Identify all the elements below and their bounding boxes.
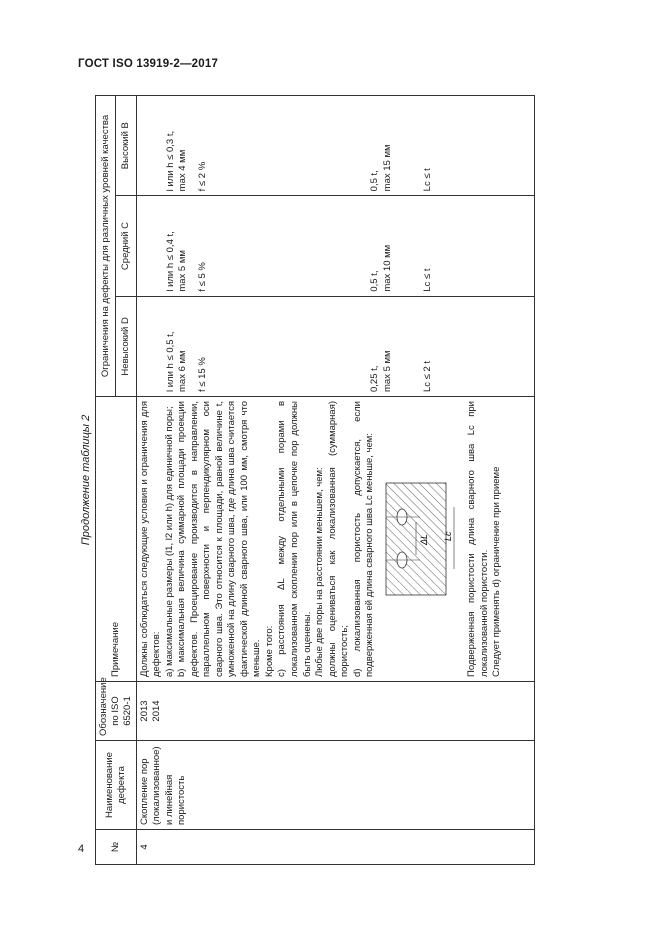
header-level-c: Средний C xyxy=(116,196,136,296)
document-header: ГОСТ ISO 13919-2—2017 xyxy=(78,58,219,70)
row-defect-name: Скопление пор (локализованное) и линейная пористость xyxy=(136,741,534,830)
limit-value: l или h ≤ 0,4 t, xyxy=(164,231,176,292)
note-paragraph: Должны соблюдаться следующие условия и ограничения для дефектов: xyxy=(138,401,163,677)
row-note xyxy=(136,397,534,682)
rotated-table-container xyxy=(95,95,605,865)
lc-label: Lc xyxy=(442,531,453,541)
limit-value: l или h ≤ 0,3 t, xyxy=(164,130,176,192)
limit-value: max 5 мм xyxy=(177,250,189,292)
limit-value: l или h ≤ 0,5 t, xyxy=(164,331,176,392)
header-defect-name: Наименование дефекта xyxy=(96,741,137,830)
limits-level-c xyxy=(136,196,534,296)
header-level-d: Невысокий D xyxy=(116,296,136,396)
porosity-diagram xyxy=(380,401,465,665)
limit-value: 0,5 t, xyxy=(369,170,381,192)
limit-value: f ≤ 15 % xyxy=(196,357,208,392)
limits-level-b xyxy=(136,96,534,196)
limits-level-d xyxy=(136,296,534,396)
limit-value: 0,5 t, xyxy=(369,270,381,292)
row-iso-codes xyxy=(136,682,534,741)
limit-value: f ≤ 2 % xyxy=(196,161,208,192)
note-paragraph: а) максимальные размеры (l1, l2 или h) для единичной поры; xyxy=(163,406,175,677)
limit-value: Lc ≤ t xyxy=(422,268,434,292)
note-paragraph: Кроме того: xyxy=(263,625,275,677)
iso-code: 2013 xyxy=(138,700,150,722)
defects-table xyxy=(95,95,535,865)
iso-code: 2014 xyxy=(151,700,163,722)
note-paragraph: должны оцениваться как локализованная (суммарная) пористость; xyxy=(326,401,351,677)
limit-value: 0,25 t, xyxy=(369,365,381,392)
header-level-b: Высокий B xyxy=(116,96,136,196)
limit-value: max 10 мм xyxy=(381,244,393,292)
continuation-text: Продолжение таблицы 2 xyxy=(80,414,92,546)
note-paragraph: b) максимальная величина суммарной площади проекции дефектов. Проецирование производится в направлении, параллельном поверхности и перпендикулярном оси сварного шва. Это относится к площади, равной величине t, умноженной на длину сварного шва, где длина шва считается фактической длиной сварного шва, или 100 мм, смотря что меньше. xyxy=(176,401,263,677)
delta-l-label: ΔL xyxy=(418,533,429,545)
header-number: № xyxy=(96,830,137,865)
porosity-diagram-svg xyxy=(380,475,460,665)
table-row xyxy=(136,96,534,865)
page-number: 4 xyxy=(78,843,85,855)
limit-value: max 6 мм xyxy=(177,350,189,392)
limit-value: Lc ≤ 2 t xyxy=(422,360,434,392)
note-paragraph: d) локализованная пористость допускается, если подверженная ей длина сварного шва Lc меньше, чем: xyxy=(351,401,376,677)
defects-table-rotated xyxy=(95,95,605,865)
note-paragraph: с) расстояния ΔL между отдельными порами в локализованном скоплении пор или в цепочке пор должны быть оценены. xyxy=(276,401,313,677)
table-header-row-1 xyxy=(96,96,116,865)
row-number: 4 xyxy=(136,830,534,865)
limit-value: max 4 мм xyxy=(177,149,189,192)
note-paragraph: Следует применять d) ограничение при приеме xyxy=(491,466,503,677)
limit-value: max 15 мм xyxy=(381,144,393,192)
header-limits-group: Ограничения на дефекты для различных уровней качества xyxy=(96,96,116,397)
header-iso-code: Обозначение по ISO 6520-1 xyxy=(96,682,137,741)
note-paragraph: Любые две поры на расстоянии меньшем, чем: xyxy=(314,467,326,677)
limit-value: Lc ≤ t xyxy=(422,168,434,192)
limit-value: max 5 мм xyxy=(381,350,393,392)
note-paragraph: Подверженная пористости длина сварного шва Lc при локализованной пористости. xyxy=(466,401,490,677)
limit-value: f ≤ 5 % xyxy=(196,262,208,292)
table-continuation-label xyxy=(80,95,92,865)
header-note: Примечание xyxy=(96,397,137,682)
